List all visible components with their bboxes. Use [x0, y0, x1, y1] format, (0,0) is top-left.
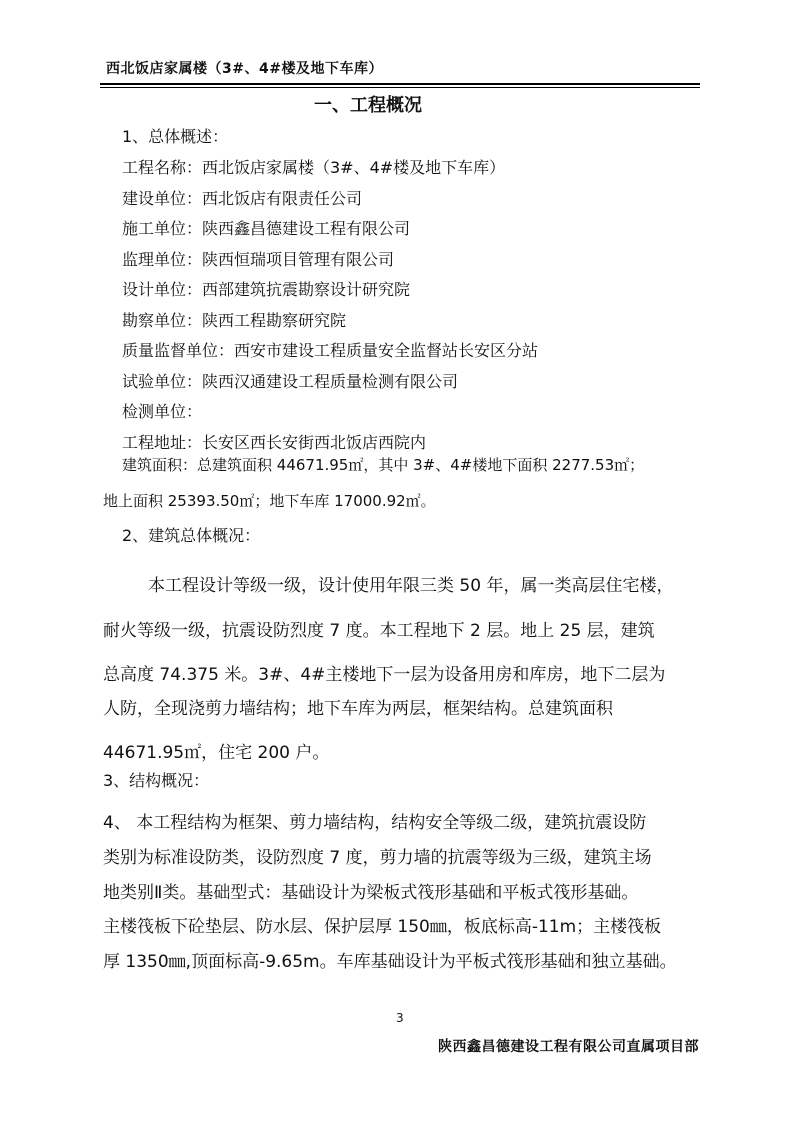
structure-line: 主楼筏板下砼垫层、防水层、保护层厚 150㎜，板底标高-11m；主楼筏板 [103, 917, 662, 937]
structure-heading: 3、结构概况： [103, 771, 210, 790]
overview-line: 建设单位：西北饭店有限责任公司 [122, 189, 363, 208]
section-title: 一、工程概况 [314, 95, 422, 116]
structure-line: 4、 本工程结构为框架、剪力墙结构，结构安全等级二级，建筑抗震设防 [103, 813, 647, 833]
overview-line: 勘察单位：陕西工程勘察研究院 [122, 311, 347, 330]
overview-line: 监理单位：陕西恒瑞项目管理有限公司 [122, 250, 395, 269]
header-rule-thick [100, 83, 700, 85]
architecture-line: 本工程设计等级一级，设计使用年限三类 50 年，属一类高层住宅楼， [148, 576, 674, 596]
overview-line: 质量监督单位：西安市建设工程质量安全监督站长安区分站 [122, 341, 539, 360]
architecture-line: 总高度 74.375 米。3#、4#主楼地下一层为设备用房和库房，地下二层为 [103, 665, 666, 685]
overview-line: 工程地址：长安区西长安街西北饭店西院内 [122, 433, 427, 452]
overview-line: 施工单位：陕西鑫昌德建设工程有限公司 [122, 219, 411, 238]
running-footer: 陕西鑫昌德建设工程有限公司直属项目部 [438, 1039, 699, 1055]
structure-line: 厚 1350㎜,顶面标高-9.65m。车库基础设计为平板式筏形基础和独立基础。 [103, 952, 677, 972]
overview-heading: 1、总体概述： [122, 127, 229, 146]
page-number: 3 [396, 1011, 404, 1025]
overview-line: 试验单位：陕西汉通建设工程质量检测有限公司 [122, 372, 459, 391]
header-rule-thin [100, 87, 700, 88]
structure-line: 地类别Ⅱ类。基础型式：基础设计为梁板式筏形基础和平板式筏形基础。 [103, 883, 639, 903]
architecture-heading: 2、建筑总体概况： [122, 526, 261, 545]
architecture-line: 人防，全现浇剪力墙结构；地下车库为两层，框架结构。总建筑面积 [103, 699, 613, 719]
overview-line: 建筑面积：总建筑面积 44671.95㎡，其中 3#、4#楼地下面积 2277.53㎡； [122, 456, 645, 474]
overview-line: 地上面积 25393.50㎡；地下车库 17000.92㎡。 [103, 492, 436, 510]
running-header: 西北饭店家属楼（3#、4#楼及地下车库） [106, 61, 383, 77]
overview-line: 工程名称：西北饭店家属楼（3#、4#楼及地下车库） [122, 158, 506, 177]
architecture-line: 耐火等级一级，抗震设防烈度 7 度。本工程地下 2 层。地上 25 层，建筑 [103, 621, 655, 641]
overview-line: 检测单位： [122, 402, 203, 421]
architecture-line: 44671.95㎡，住宅 200 户。 [103, 743, 330, 763]
structure-line: 类别为标准设防类，设防烈度 7 度，剪力墙的抗震等级为三级，建筑主场 [103, 848, 652, 868]
overview-line: 设计单位：西部建筑抗震勘察设计研究院 [122, 280, 411, 299]
